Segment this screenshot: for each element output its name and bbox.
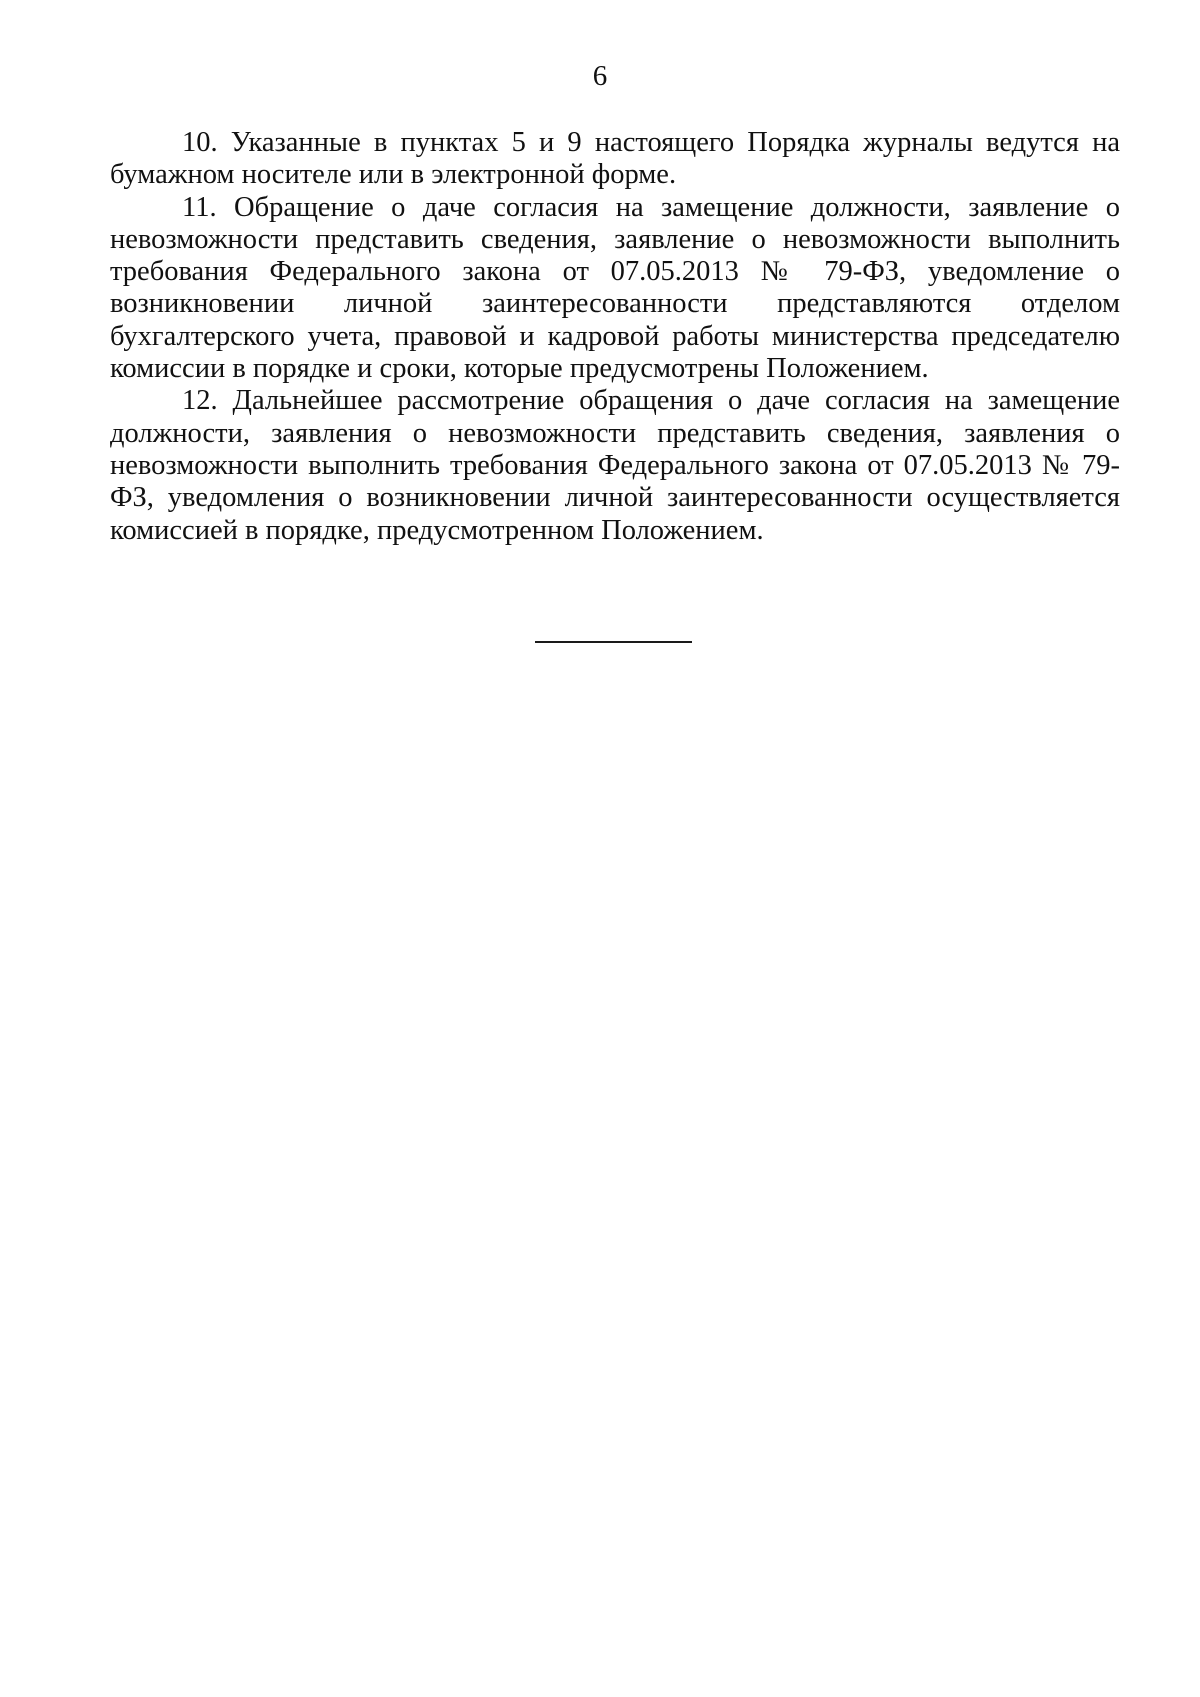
document-body (110, 127, 1120, 547)
paragraph-10: 10. Указанные в пунктах 5 и 9 настоящего Порядка журналы ведутся на бумажном носителе или в электронной форме. (110, 127, 1120, 191)
paragraph-11: 11. Обращение о даче согласия на замещение должности, заявление о невозможности представить сведения, заявление о невозможности выполнить требования Федерального закона от 07.05.2013 № 79-ФЗ, уведомление о возникновении личной заинтересованности представляются отделом бухгалтерского учета, правовой и кадровой работы министерства председателю комиссии в порядке и сроки, которые предусмотрены Положением. (110, 191, 1120, 385)
page-number: 6 (592, 60, 608, 92)
closing-rule-divider (535, 641, 692, 643)
paragraph-12: 12. Дальнейшее рассмотрение обращения о даче согласия на замещение должности, заявления о невозможности представить сведения, заявления о невозможности выполнить требования Федерального закона от 07.05.2013 № 79-ФЗ, уведомления о возникновении личной заинтересованности осуществляется комиссией в порядке, предусмотренном Положением. (110, 385, 1120, 546)
